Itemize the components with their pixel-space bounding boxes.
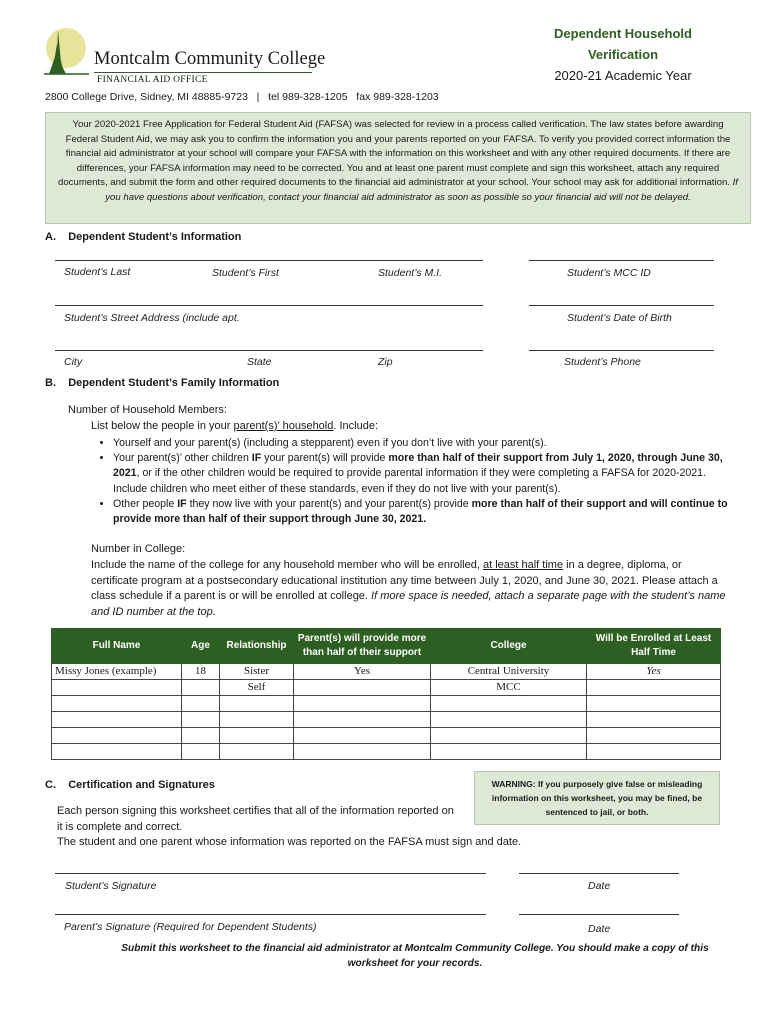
- bullet-other-people: [113, 497, 731, 527]
- cell-half-time[interactable]: [587, 728, 721, 744]
- cell-college[interactable]: Central University: [431, 664, 587, 680]
- dob-line[interactable]: [529, 305, 714, 306]
- cell-college[interactable]: [431, 728, 587, 744]
- phone-line[interactable]: [529, 350, 714, 351]
- cell-support[interactable]: [294, 680, 431, 696]
- b3-if: IF: [177, 497, 187, 510]
- intro-box: [45, 112, 751, 224]
- cell-half-time[interactable]: Yes: [587, 664, 721, 680]
- b2c: , or if the other children would be required to provide parental information if they were completing a FAFSA for 2020-2021. Include children who meet either of these standards, even if they do not live with your parent(s).: [113, 467, 707, 495]
- cell-half-time[interactable]: [587, 744, 721, 760]
- cell-relationship[interactable]: Self: [220, 680, 294, 696]
- mcc-id-line[interactable]: [529, 260, 714, 261]
- college-text-2: in a degree, diploma, or certificate program at a postsecondary educational institution any time between July 1, 2020, and June 30, 2021. Please attach a class schedule if a parent is or will be enrolled at college.: [91, 559, 718, 603]
- cell-support[interactable]: [294, 744, 431, 760]
- col-age: Age: [182, 629, 220, 664]
- cell-name[interactable]: Missy Jones (example): [52, 664, 182, 680]
- label-student-mcc-id: Student’s MCC ID: [567, 267, 651, 279]
- b3a: Other people: [113, 497, 178, 510]
- student-signature-line[interactable]: [55, 873, 486, 874]
- cell-support[interactable]: [294, 728, 431, 744]
- warning-text: WARNING: If you purposely give false or misleading information on this worksheet, you may be fined, be sentenced to jail, or both.: [491, 779, 703, 817]
- section-a-title: A. Dependent Student’s Information: [45, 231, 242, 243]
- list-intro-underlined: parent(s)’ household: [233, 420, 334, 432]
- footer-instruction: Submit this worksheet to the financial aid administrator at Montcalm Community College. You should make a copy of this worksheet for your records.: [121, 943, 709, 969]
- table-row: [52, 712, 721, 728]
- section-b-title: B. Dependent Student’s Family Information: [45, 377, 280, 389]
- b2-if: IF: [251, 452, 262, 465]
- college-name-underline: [94, 72, 312, 73]
- street-address-line[interactable]: [55, 305, 483, 306]
- cell-name[interactable]: [52, 744, 182, 760]
- cell-college[interactable]: [431, 696, 587, 712]
- label-date-of-birth: Student’s Date of Birth: [567, 312, 672, 324]
- col-half-time: Will be Enrolled at Least Half Time: [587, 629, 721, 664]
- table-header-row: [52, 629, 721, 664]
- label-zip: Zip: [378, 356, 393, 368]
- bullet-self: [113, 436, 731, 451]
- col-college: College: [431, 629, 587, 664]
- cell-support[interactable]: [294, 696, 431, 712]
- college-logo: [44, 26, 89, 76]
- label-student-last: Student’s Last: [64, 266, 131, 278]
- cell-age[interactable]: [182, 744, 220, 760]
- label-student-first: Student’s First: [212, 267, 279, 279]
- cell-relationship[interactable]: Sister: [220, 664, 294, 680]
- academic-year: 2020-21 Academic Year: [554, 68, 692, 83]
- parent-signature-line[interactable]: [55, 914, 486, 915]
- b2-bold: more than half of their support from July 1, 2020, through June 30, 2021: [113, 452, 723, 480]
- cell-name[interactable]: [52, 680, 182, 696]
- cell-half-time[interactable]: [587, 696, 721, 712]
- intro-italic-text: If you have questions about verification, contact your financial aid administrator as soon as possible so your financial aid will not be delayed.: [105, 177, 738, 203]
- cell-college[interactable]: MCC: [431, 680, 587, 696]
- cell-college[interactable]: [431, 744, 587, 760]
- address-line: 2800 College Drive, Sidney, MI 48885-9723 | tel 989-328-1205 fax 989-328-1203: [45, 91, 439, 103]
- cell-age[interactable]: 18: [182, 664, 220, 680]
- label-street-address: Student’s Street Address (include apt.: [64, 312, 240, 324]
- table-row: [52, 680, 721, 696]
- cell-relationship[interactable]: [220, 728, 294, 744]
- b3-bold: more than half of their support and will continue to provide more than half of their support through June 30, 2021.: [113, 497, 728, 526]
- household-heading: Number of Household Members:: [68, 404, 227, 416]
- college-name: Montcalm Community College: [94, 49, 326, 69]
- col-relationship: Relationship: [220, 629, 294, 664]
- table-row: [52, 744, 721, 760]
- cell-name[interactable]: [52, 712, 182, 728]
- col-full-name: Full Name: [52, 629, 182, 664]
- b2a: Your parent(s)’ other children: [113, 452, 252, 465]
- name-line[interactable]: [55, 260, 483, 261]
- household-table: [51, 628, 721, 760]
- certification-text: Each person signing this worksheet certifies that all of the information reported on it is complete and correct.: [57, 805, 454, 833]
- college-text-1: Include the name of the college for any household member who will be enrolled,: [91, 559, 483, 571]
- parent-date-line[interactable]: [519, 914, 679, 915]
- sign-instruction: The student and one parent whose information was reported on the FAFSA must sign and date.: [57, 836, 522, 848]
- college-text-italic: If more space is needed, attach a separate page with the student’s name and ID number at the top.: [91, 590, 726, 618]
- college-text-underlined: at least half time: [482, 559, 564, 571]
- b3b: they now live with your parent(s) and your parent(s) provide: [186, 497, 472, 510]
- office-name: FINANCIAL AID OFFICE: [97, 75, 208, 85]
- cell-name[interactable]: [52, 728, 182, 744]
- col-parent-support: Parent(s) will provide more than half of their support: [294, 629, 431, 664]
- cell-support[interactable]: Yes: [294, 664, 431, 680]
- college-heading: Number in College:: [91, 543, 186, 555]
- cell-name[interactable]: [52, 696, 182, 712]
- table-row: [52, 664, 721, 680]
- label-state: State: [247, 356, 272, 368]
- label-student-signature: Student’s Signature: [65, 880, 157, 892]
- student-date-line[interactable]: [519, 873, 679, 874]
- section-c-title: C. Certification and Signatures: [45, 779, 215, 791]
- cell-half-time[interactable]: [587, 680, 721, 696]
- warning-box: [474, 771, 720, 825]
- cell-age[interactable]: [182, 680, 220, 696]
- cell-age[interactable]: [182, 696, 220, 712]
- college-instructions: [91, 558, 731, 620]
- label-parent-date: Date: [588, 923, 611, 935]
- household-bullets: [91, 436, 731, 527]
- label-phone: Student’s Phone: [564, 356, 641, 368]
- intro-text: Your 2020-2021 Free Application for Federal Student Aid (FAFSA) was selected for review in a process called verification. The law states before awarding Federal Student Aid, we may ask you to confirm the information you and your parents reported on your FAFSA. To verify you provided correct information the financial aid administrator at your school will compare your FAFSA with the information on this worksheet and with any other required documents. If there are differences, your FAFSA information may need to be corrected. You and at least one parent must complete and sign this worksheet, attach any required documents, and submit the form and other required documents to the financial aid administrator at your school. Your school may ask for additional information.: [58, 119, 731, 189]
- cell-age[interactable]: [182, 728, 220, 744]
- cell-relationship[interactable]: [220, 744, 294, 760]
- label-student-date: Date: [588, 880, 611, 892]
- cell-relationship[interactable]: [220, 712, 294, 728]
- list-intro-end: . Include:: [333, 420, 379, 432]
- table-row: [52, 696, 721, 712]
- label-city: City: [64, 356, 83, 368]
- form-title-line-1: Dependent Household: [554, 26, 692, 41]
- cell-college[interactable]: [431, 712, 587, 728]
- list-intro-text: List below the people in your: [91, 420, 234, 432]
- cell-age[interactable]: [182, 712, 220, 728]
- cell-relationship[interactable]: [220, 696, 294, 712]
- table-row: [52, 728, 721, 744]
- cell-support[interactable]: [294, 712, 431, 728]
- b2b: your parent(s) will provide: [261, 452, 389, 465]
- form-title-line-2: Verification: [587, 47, 659, 62]
- bullet-self-text: Yourself and your parent(s) (including a stepparent) even if you don’t live with your parent(s).: [113, 437, 547, 449]
- label-student-mi: Student’s M.I.: [378, 267, 443, 279]
- household-list-intro: [91, 419, 378, 435]
- label-parent-signature: Parent’s Signature (Required for Dependent Students): [64, 921, 317, 933]
- bullet-other-children: [113, 451, 731, 497]
- city-state-zip-line[interactable]: [55, 350, 483, 351]
- cell-half-time[interactable]: [587, 712, 721, 728]
